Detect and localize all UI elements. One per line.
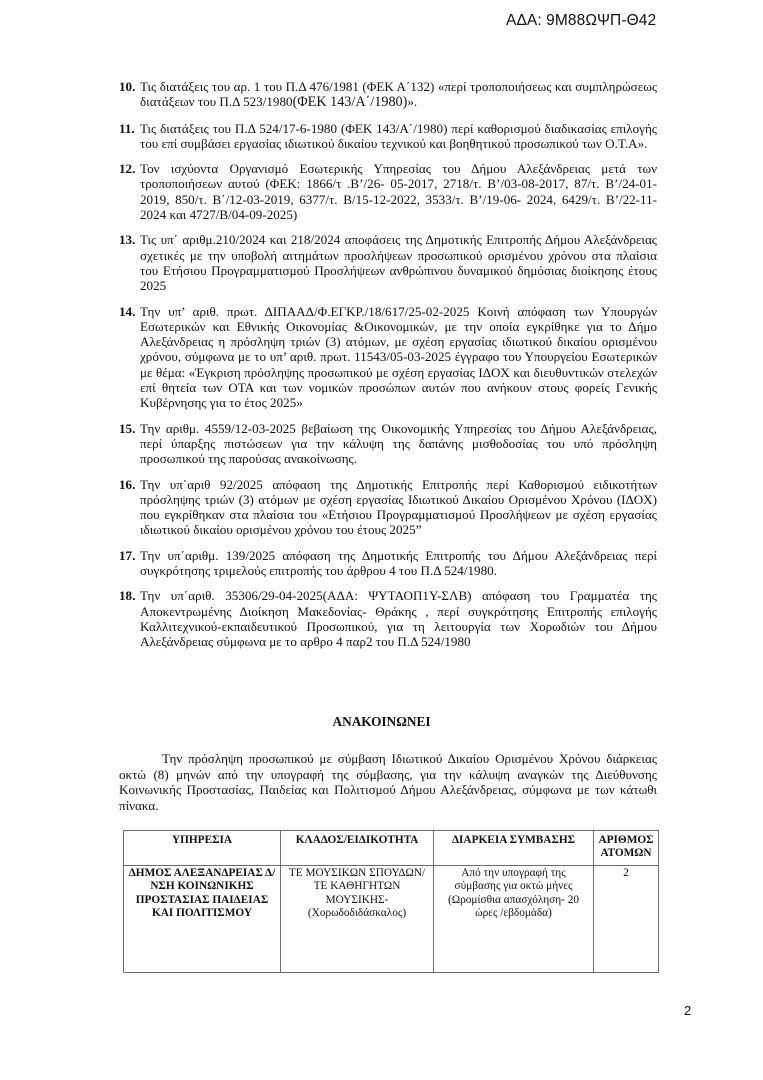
- table-header-row: [124, 831, 659, 866]
- page-number: 2: [684, 1003, 692, 1018]
- item-text: Την υπ΄αριθμ. 139/2025 απόφαση της Δημοτικής Επιτροπής του Δήμου Αλεξάνδρειας περί συγκρότησης τριμελούς επιτροπής του άρθρου 4 του Π.Δ 524/1980.: [140, 547, 657, 579]
- positions-table: [123, 830, 659, 973]
- item-number: 14.: [119, 303, 136, 319]
- item-number: 10.: [119, 79, 136, 94]
- item-number: 17.: [119, 547, 136, 563]
- table-row: [124, 866, 659, 973]
- list-item: [119, 421, 657, 467]
- item-number: 11.: [119, 120, 135, 136]
- header-persons: ΑΡΙΘΜΟΣ ΑΤΟΜΩΝ: [594, 831, 659, 866]
- item-text: Τον ισχύοντα Οργανισμό Εσωτερικής Υπηρεσίας του Δήμου Αλεξάνδρειας μετά των τροποποιήσεων αυτού (ΦΕΚ: 1866/τ .Β’/26- 05-2017, 2718/τ. Β’/03-08-2017, 87/τ. Β’/24-01-2019, 850/τ. Β΄/12-03-2019, 6377/τ. Β/15-12-2022, 3533/τ. Β’/19-06- 2024, 6429/τ. Β’/22-11-2024 και 4727/Β/04-09-2025): [140, 161, 657, 223]
- item-number: 13.: [119, 232, 136, 248]
- item-number: 16.: [119, 476, 136, 492]
- item-text: Τις υπ΄ αριθμ.210/2024 και 218/2024 αποφάσεις της Δημοτικής Επιτροπής Δήμου Αλεξάνδρειας σχετικές με την υποβολή αιτημάτων προσλήψεων προσωπικού ορισμένου χρόνου στα πλαίσια του Ετήσιου Προγραμματισμού Προσλήψεων ανθρώπινου δυναμικού δημόσιας διοίκησης έτους 2025: [140, 232, 657, 294]
- list-item: [119, 79, 657, 111]
- ada-code: ΑΔΑ: 9Μ88ΩΨΠ-Θ42: [506, 12, 657, 29]
- list-item: [119, 588, 657, 649]
- item-number: 18.: [119, 588, 136, 604]
- list-item: [119, 548, 657, 579]
- header-duration: ΔΙΑΡΚΕΙΑ ΣΥΜΒΑΣΗΣ: [434, 831, 594, 866]
- announcement-heading: ΑΝΑΚΟΙΝΩΝΕΙ: [332, 714, 431, 729]
- legal-references-list: [119, 79, 657, 660]
- header-specialty: ΚΛΑΔΟΣ/ΕΙΔΙΚΟΤΗΤΑ: [281, 831, 434, 866]
- item-text: Τις διατάξεις του αρ. 1 του Π.Δ 476/1981 (ΦΕΚ Α΄132) «περί τροποποιήσεως και συμπληρώσεως διατάξεων του Π.Δ 523/1980(ΦΕΚ 143/Α΄/1980)».: [140, 79, 657, 111]
- item-text: Την υπ΄αριθ 92/2025 απόφαση της Δημοτικής Επιτροπής περί Καθορισμού ειδικοτήτων πρόσληψης τριών (3) ατόμων με σχέση εργασίας Ιδιωτικού Δικαίου Ορισμένου Χρόνου (ΙΔΟΧ) που εγκρίθηκαν στα πλαίσια του «Ετήσιου Προγραμματισμού Προσλήψεων με σχέση εργασίας ιδιωτικού δικαίου ορισμένου χρόνου του έτους 2025”: [140, 476, 657, 538]
- item-number: 15.: [119, 420, 136, 436]
- header-service: ΥΠΗΡΕΣΙΑ: [124, 831, 281, 866]
- cell-specialty: ΤΕ ΜΟΥΣΙΚΩΝ ΣΠΟΥΔΩΝ/ΤΕ ΚΑΘΗΓΗΤΩΝ ΜΟΥΣΙΚΗΣ- (Χορωδοδιδάσκαλος): [281, 866, 434, 973]
- item-text: Την υπ’ αριθ. πρωτ. ΔΙΠΑΑΔ/Φ.ΕΓΚΡ./18/617/25-02-2025 Κοινή απόφαση των Υπουργών Εσωτερικών και Εθνικής Οικονομίας &Οικονομικών, με την οποία εγκρίθηκε για το Δήμο Αλεξάνδρειας η πρόσληψη τριών (3) ατόμων, με σχέση εργασίας ιδιωτικού δικαίου ορισμένου χρόνου, σύμφωνα με το υπ’ αριθ. πρωτ. 11543/05-03-2025 έγγραφο του Υπουργείου Εσωτερικών με θέμα: «Έγκριση πρόσληψης προσωπικού με σχέση εργασίας ΙΔΟΧ και διευθυντικών στελεχών επί θητεία των ΟΤΑ και των νομικών προσώπων αυτών που ανήκουν στους φορείς Γενικής Κυβέρνησης για το έτος 2025»: [140, 303, 657, 411]
- item-text: Την υπ΄αριθ. 35306/29-04-2025(ΑΔΑ: ΨΥΤΑΟΠ1Υ-ΣΛΒ) απόφαση του Γραμματέα της Αποκεντρωμένης Διοίκηση Μακεδονίας- Θράκης , περί συγκρότησης Επιτροπής επιλογής Καλλιτεχνικού-εκπαιδευτικού Προσωπικού, για τη λειτουργία των Χορωδιών του Δήμου Αλεξάνδρειας σύμφωνα με το αρθρο 4 παρ2 του Π.Δ 524/1980: [140, 588, 657, 650]
- item-number: 12.: [119, 161, 136, 177]
- cell-duration: Από την υπογραφή της σύμβασης για οκτώ μήνες (Ωρομίσθια απασχόληση- 20 ώρες /εβδομάδα): [434, 866, 594, 973]
- cell-persons: 2: [594, 866, 659, 973]
- list-item: [119, 232, 657, 293]
- list-item: [119, 477, 657, 538]
- list-item: [119, 304, 657, 411]
- item-text: Την αριθμ. 4559/12-03-2025 βεβαίωση της Οικονομικής Υπηρεσίας του Δήμου Αλεξάνδρειας, περί ύπαρξης πιστώσεων για την κάλυψη της δαπάνης μισθοδοσίας του υπό πρόσληψη προσωπικού της παρούσας ανακοίνωσης.: [140, 420, 657, 467]
- cell-service: ΔΗΜΟΣ ΑΛΕΞΑΝΔΡΕΙΑΣ Δ/ΝΣΗ ΚΟΙΝΩΝΙΚΗΣ ΠΡΟΣΤΑΣΙΑΣ ΠΑΙΔΕΙΑΣ ΚΑΙ ΠΟΛΙΤΙΣΜΟΥ: [124, 866, 281, 973]
- list-item: [119, 121, 657, 152]
- list-item: [119, 161, 657, 222]
- announcement-paragraph: Την πρόσληψη προσωπικού με σύμβαση Ιδιωτικού Δικαίου Ορισμένου Χρόνου διάρκειας οκτώ (8) μηνών από την υπογραφή της σύμβασης, για την κάλυψη αναγκών της Διεύθυνσης Κοινωνικής Προστασίας, Παιδείας και Πολιτισμού Δήμου Αλεξάνδρειας, σύμφωνα με των κάτωθι πίνακα.: [119, 751, 657, 813]
- item-text: Τις διατάξεις του Π.Δ 524/17-6-1980 (ΦΕΚ 143/Α΄/1980) περί καθορισμού διαδικασίας επιλογής του επί συμβάσει εργασίας ιδιωτικού δικαίου τεχνικού και βοηθητικού προσωπικού των Ο.Τ.Α».: [140, 120, 657, 151]
